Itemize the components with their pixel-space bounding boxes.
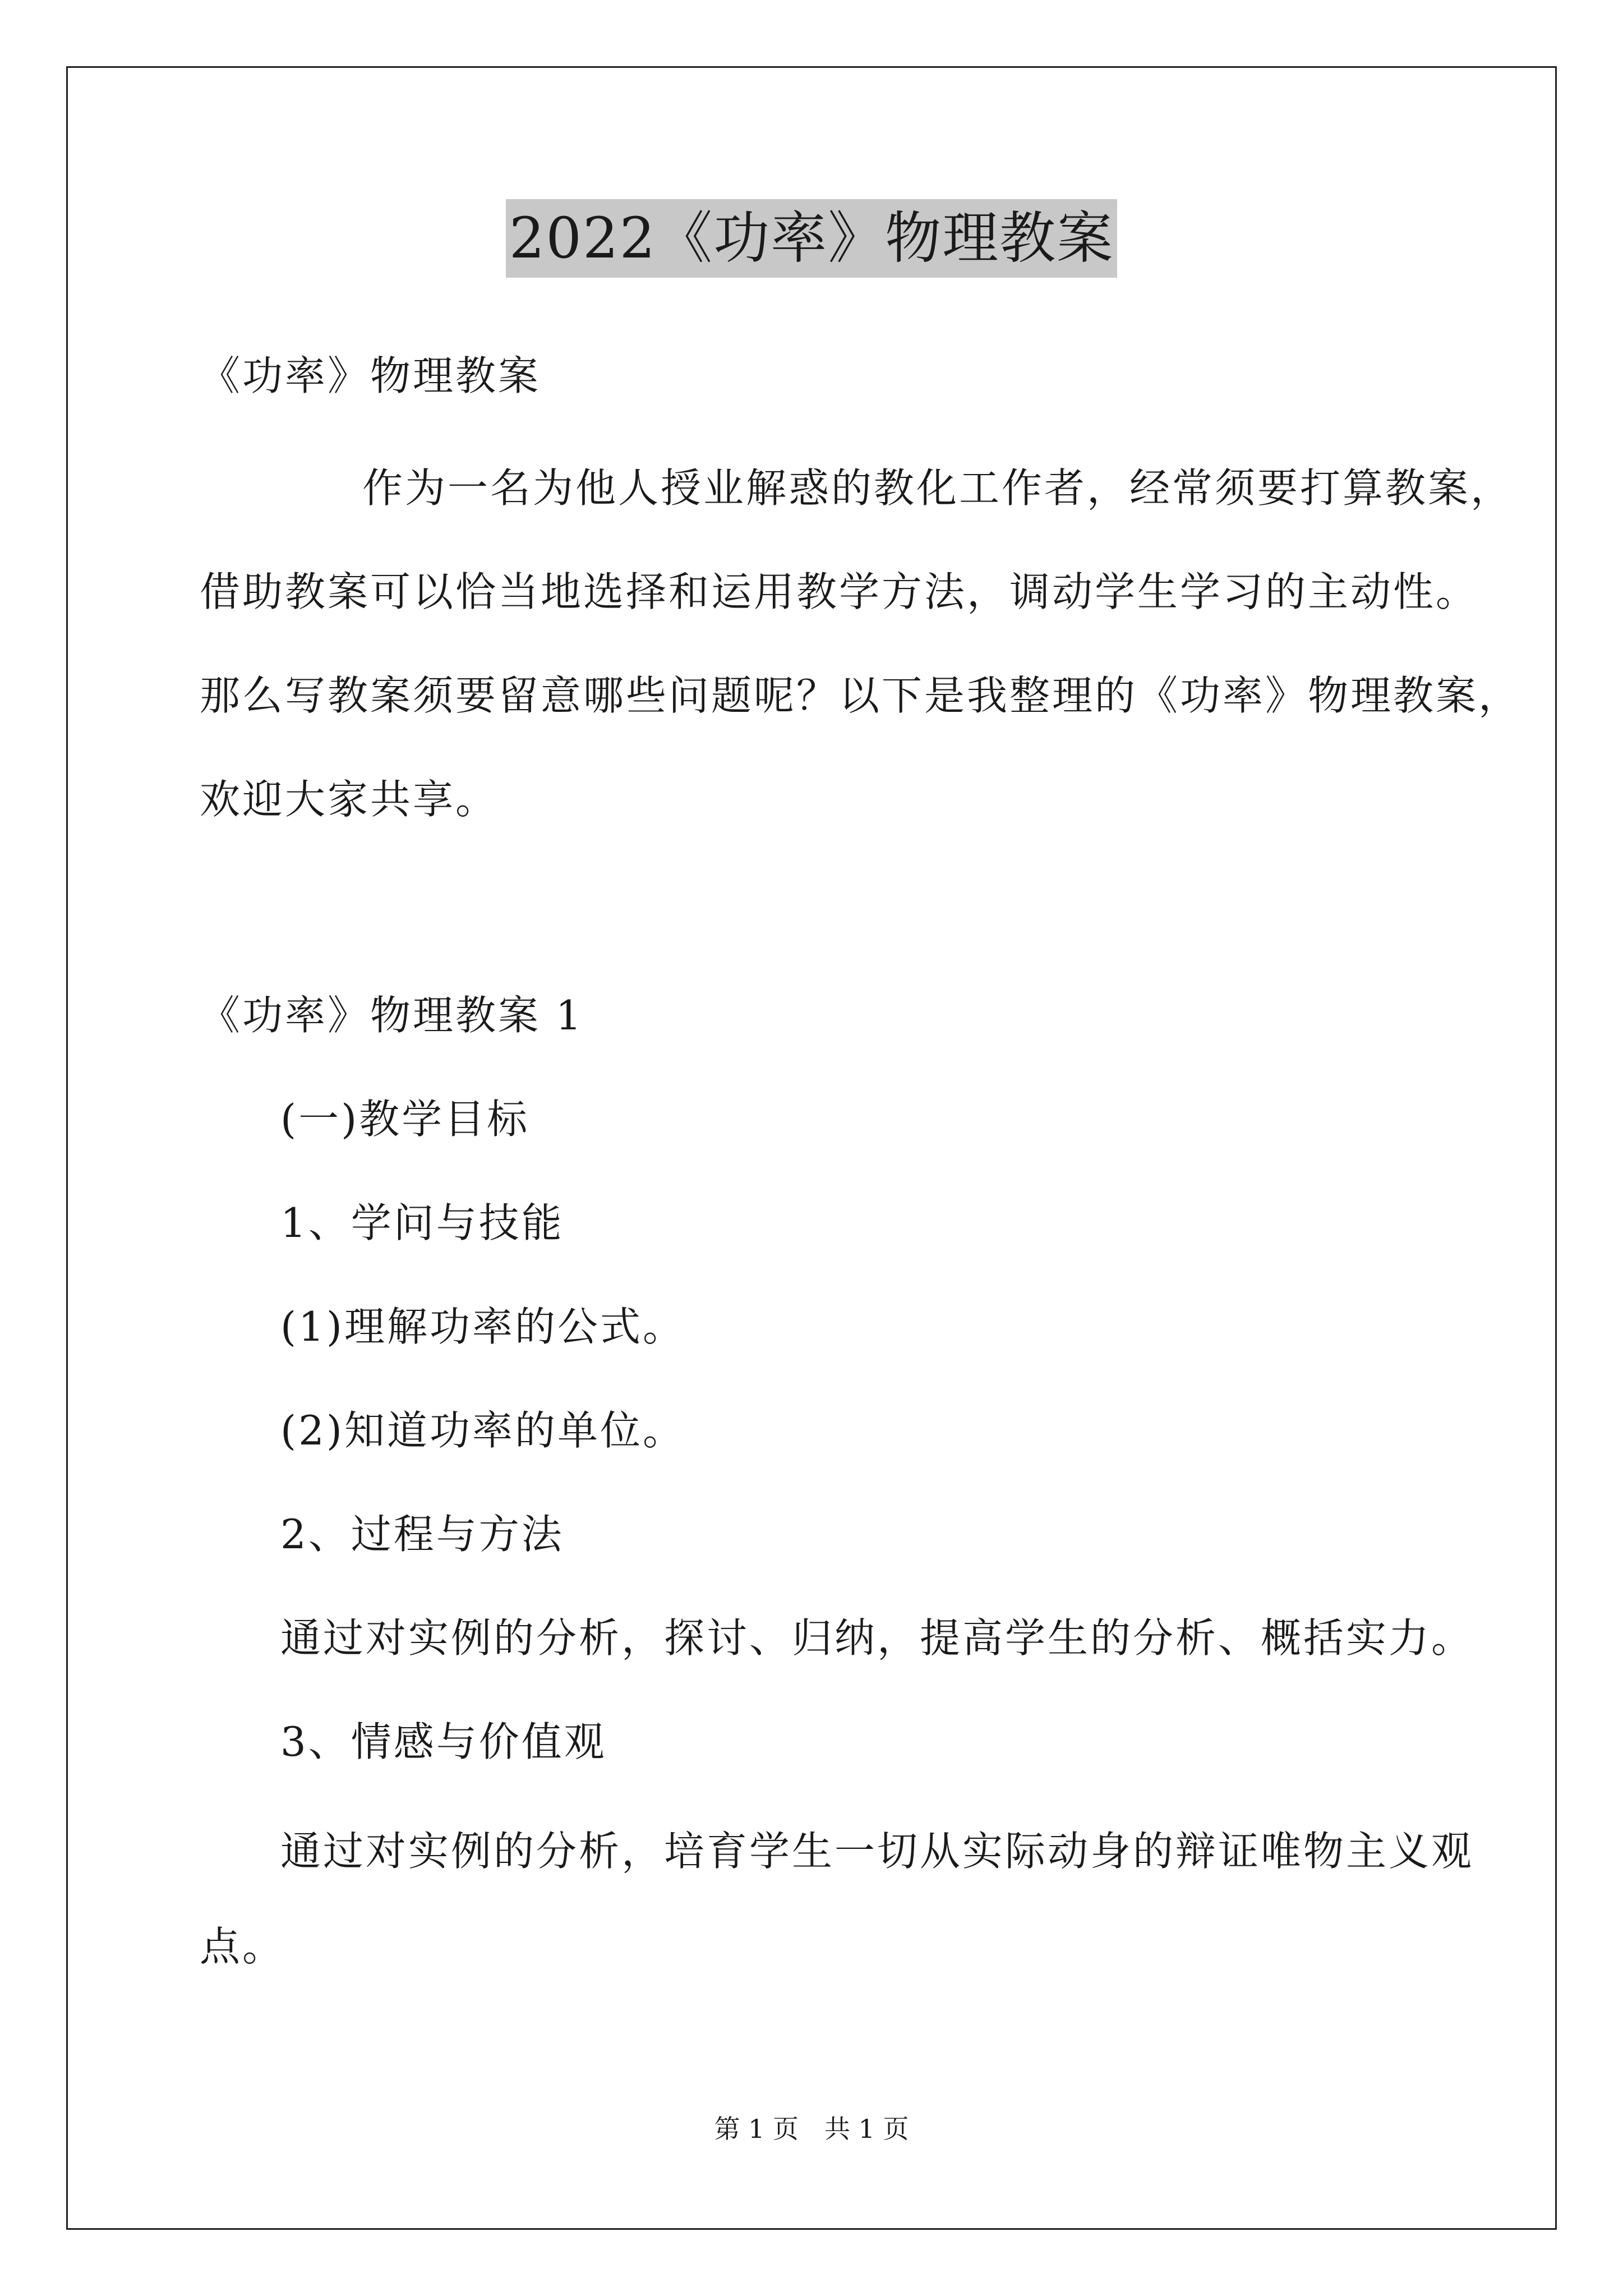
- section-heading: 《功率》物理教案 1: [200, 992, 584, 1039]
- intro-paragraph-line-4: 欢迎大家共享。: [200, 776, 499, 823]
- document-title: 2022《功率》物理教案: [506, 199, 1118, 278]
- title-container: [0, 199, 1623, 278]
- intro-heading: 《功率》物理教案: [200, 352, 541, 399]
- process-text: 通过对实例的分析，探讨、归纳，提高学生的分析、概括实力。: [280, 1614, 1474, 1662]
- knowledge-heading: 1、学问与技能: [280, 1199, 564, 1246]
- emotion-text-line-1: 通过对实例的分析，培育学生一切从实际动身的辩证唯物主义观: [280, 1828, 1474, 1875]
- emotion-text-line-2: 点。: [200, 1923, 285, 1970]
- knowledge-item-2: (2)知道功率的单位。: [280, 1407, 685, 1454]
- objectives-heading: (一)教学目标: [280, 1096, 530, 1143]
- intro-paragraph-line-3: 那么写教案须要留意哪些问题呢？以下是我整理的《功率》物理教案，: [200, 672, 1521, 719]
- knowledge-item-1: (1)理解功率的公式。: [280, 1303, 685, 1350]
- process-heading: 2、过程与方法: [280, 1511, 564, 1558]
- intro-paragraph-line-1: 作为一名为他人授业解惑的教化工作者，经常须要打算教案，: [362, 464, 1514, 512]
- page-footer: 第 1 页 共 1 页: [714, 2114, 909, 2144]
- emotion-heading: 3、情感与价值观: [280, 1718, 607, 1765]
- intro-paragraph-line-2: 借助教案可以恰当地选择和运用教学方法，调动学生学习的主动性。: [200, 568, 1479, 615]
